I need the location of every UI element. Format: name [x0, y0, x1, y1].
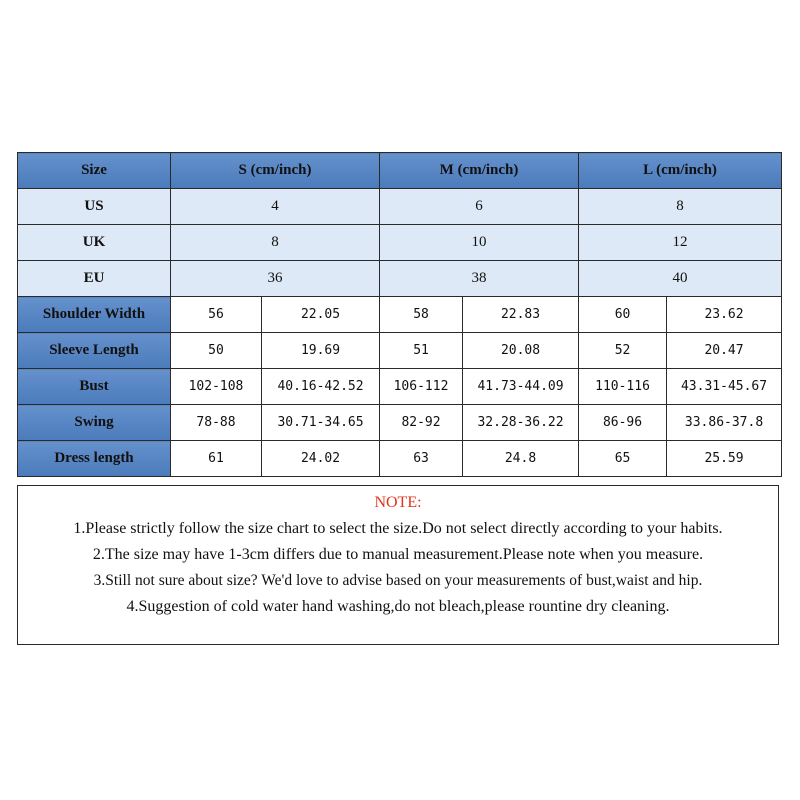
cell-swing-l-in: 33.86-37.8 [667, 405, 782, 441]
notes-box [17, 485, 779, 645]
cell-dress-m-cm: 63 [380, 441, 463, 477]
cell-dress-l-in: 25.59 [667, 441, 782, 477]
size-header: Size [18, 153, 171, 189]
cell-dress-l-cm: 65 [579, 441, 667, 477]
cell-dress-s-in: 24.02 [262, 441, 380, 477]
row-label-bust: Bust [18, 369, 171, 405]
row-label-shoulder: Shoulder Width [18, 297, 171, 333]
row-label-swing: Swing [18, 405, 171, 441]
row-label-sleeve: Sleeve Length [18, 333, 171, 369]
measure-row-shoulder [18, 297, 782, 333]
cell-bust-l-in: 43.31-45.67 [667, 369, 782, 405]
measure-row-bust [18, 369, 782, 405]
cell-uk-s: 8 [171, 225, 380, 261]
cell-bust-m-in: 41.73-44.09 [463, 369, 579, 405]
cell-shoulder-l-cm: 60 [579, 297, 667, 333]
cell-sleeve-s-cm: 50 [171, 333, 262, 369]
row-label-uk: UK [18, 225, 171, 261]
row-label-dress-length: Dress length [18, 441, 171, 477]
region-row-eu [18, 261, 782, 297]
cell-swing-m-cm: 82-92 [380, 405, 463, 441]
region-row-us [18, 189, 782, 225]
cell-swing-s-in: 30.71-34.65 [262, 405, 380, 441]
cell-uk-m: 10 [380, 225, 579, 261]
region-row-uk [18, 225, 782, 261]
cell-uk-l: 12 [579, 225, 782, 261]
cell-swing-l-cm: 86-96 [579, 405, 667, 441]
cell-sleeve-l-cm: 52 [579, 333, 667, 369]
size-chart-table [17, 152, 782, 477]
cell-shoulder-l-in: 23.62 [667, 297, 782, 333]
cell-sleeve-l-in: 20.47 [667, 333, 782, 369]
cell-eu-l: 40 [579, 261, 782, 297]
cell-sleeve-m-cm: 51 [380, 333, 463, 369]
row-label-eu: EU [18, 261, 171, 297]
cell-eu-s: 36 [171, 261, 380, 297]
cell-us-m: 6 [380, 189, 579, 225]
cell-bust-l-cm: 110-116 [579, 369, 667, 405]
cell-sleeve-s-in: 19.69 [262, 333, 380, 369]
cell-us-s: 4 [171, 189, 380, 225]
row-label-us: US [18, 189, 171, 225]
cell-dress-s-cm: 61 [171, 441, 262, 477]
cell-bust-s-in: 40.16-42.52 [262, 369, 380, 405]
notes-title: NOTE: [374, 494, 422, 511]
note-line-2: 2.The size may have 1-3cm differs due to manual measurement.Please note when you measure. [92, 546, 704, 563]
s-header: S (cm/inch) [171, 153, 380, 189]
note-line-4: 4.Suggestion of cold water hand washing,do not bleach,please rountine dry cleaning. [126, 598, 670, 615]
cell-shoulder-m-in: 22.83 [463, 297, 579, 333]
cell-eu-m: 38 [380, 261, 579, 297]
note-line-1: 1.Please strictly follow the size chart to select the size.Do not select directly according to your habits. [73, 520, 723, 537]
cell-shoulder-m-cm: 58 [380, 297, 463, 333]
cell-dress-m-in: 24.8 [463, 441, 579, 477]
cell-sleeve-m-in: 20.08 [463, 333, 579, 369]
cell-bust-s-cm: 102-108 [171, 369, 262, 405]
l-header: L (cm/inch) [579, 153, 782, 189]
cell-swing-s-cm: 78-88 [171, 405, 262, 441]
header-row [18, 153, 782, 189]
cell-bust-m-cm: 106-112 [380, 369, 463, 405]
cell-shoulder-s-in: 22.05 [262, 297, 380, 333]
cell-shoulder-s-cm: 56 [171, 297, 262, 333]
cell-us-l: 8 [579, 189, 782, 225]
cell-swing-m-in: 32.28-36.22 [463, 405, 579, 441]
measure-row-swing [18, 405, 782, 441]
note-line-3: 3.Still not sure about size? We'd love to advise based on your measurements of bust,waist and hip. [93, 572, 703, 589]
measure-row-sleeve [18, 333, 782, 369]
measure-row-dress-length [18, 441, 782, 477]
m-header: M (cm/inch) [380, 153, 579, 189]
